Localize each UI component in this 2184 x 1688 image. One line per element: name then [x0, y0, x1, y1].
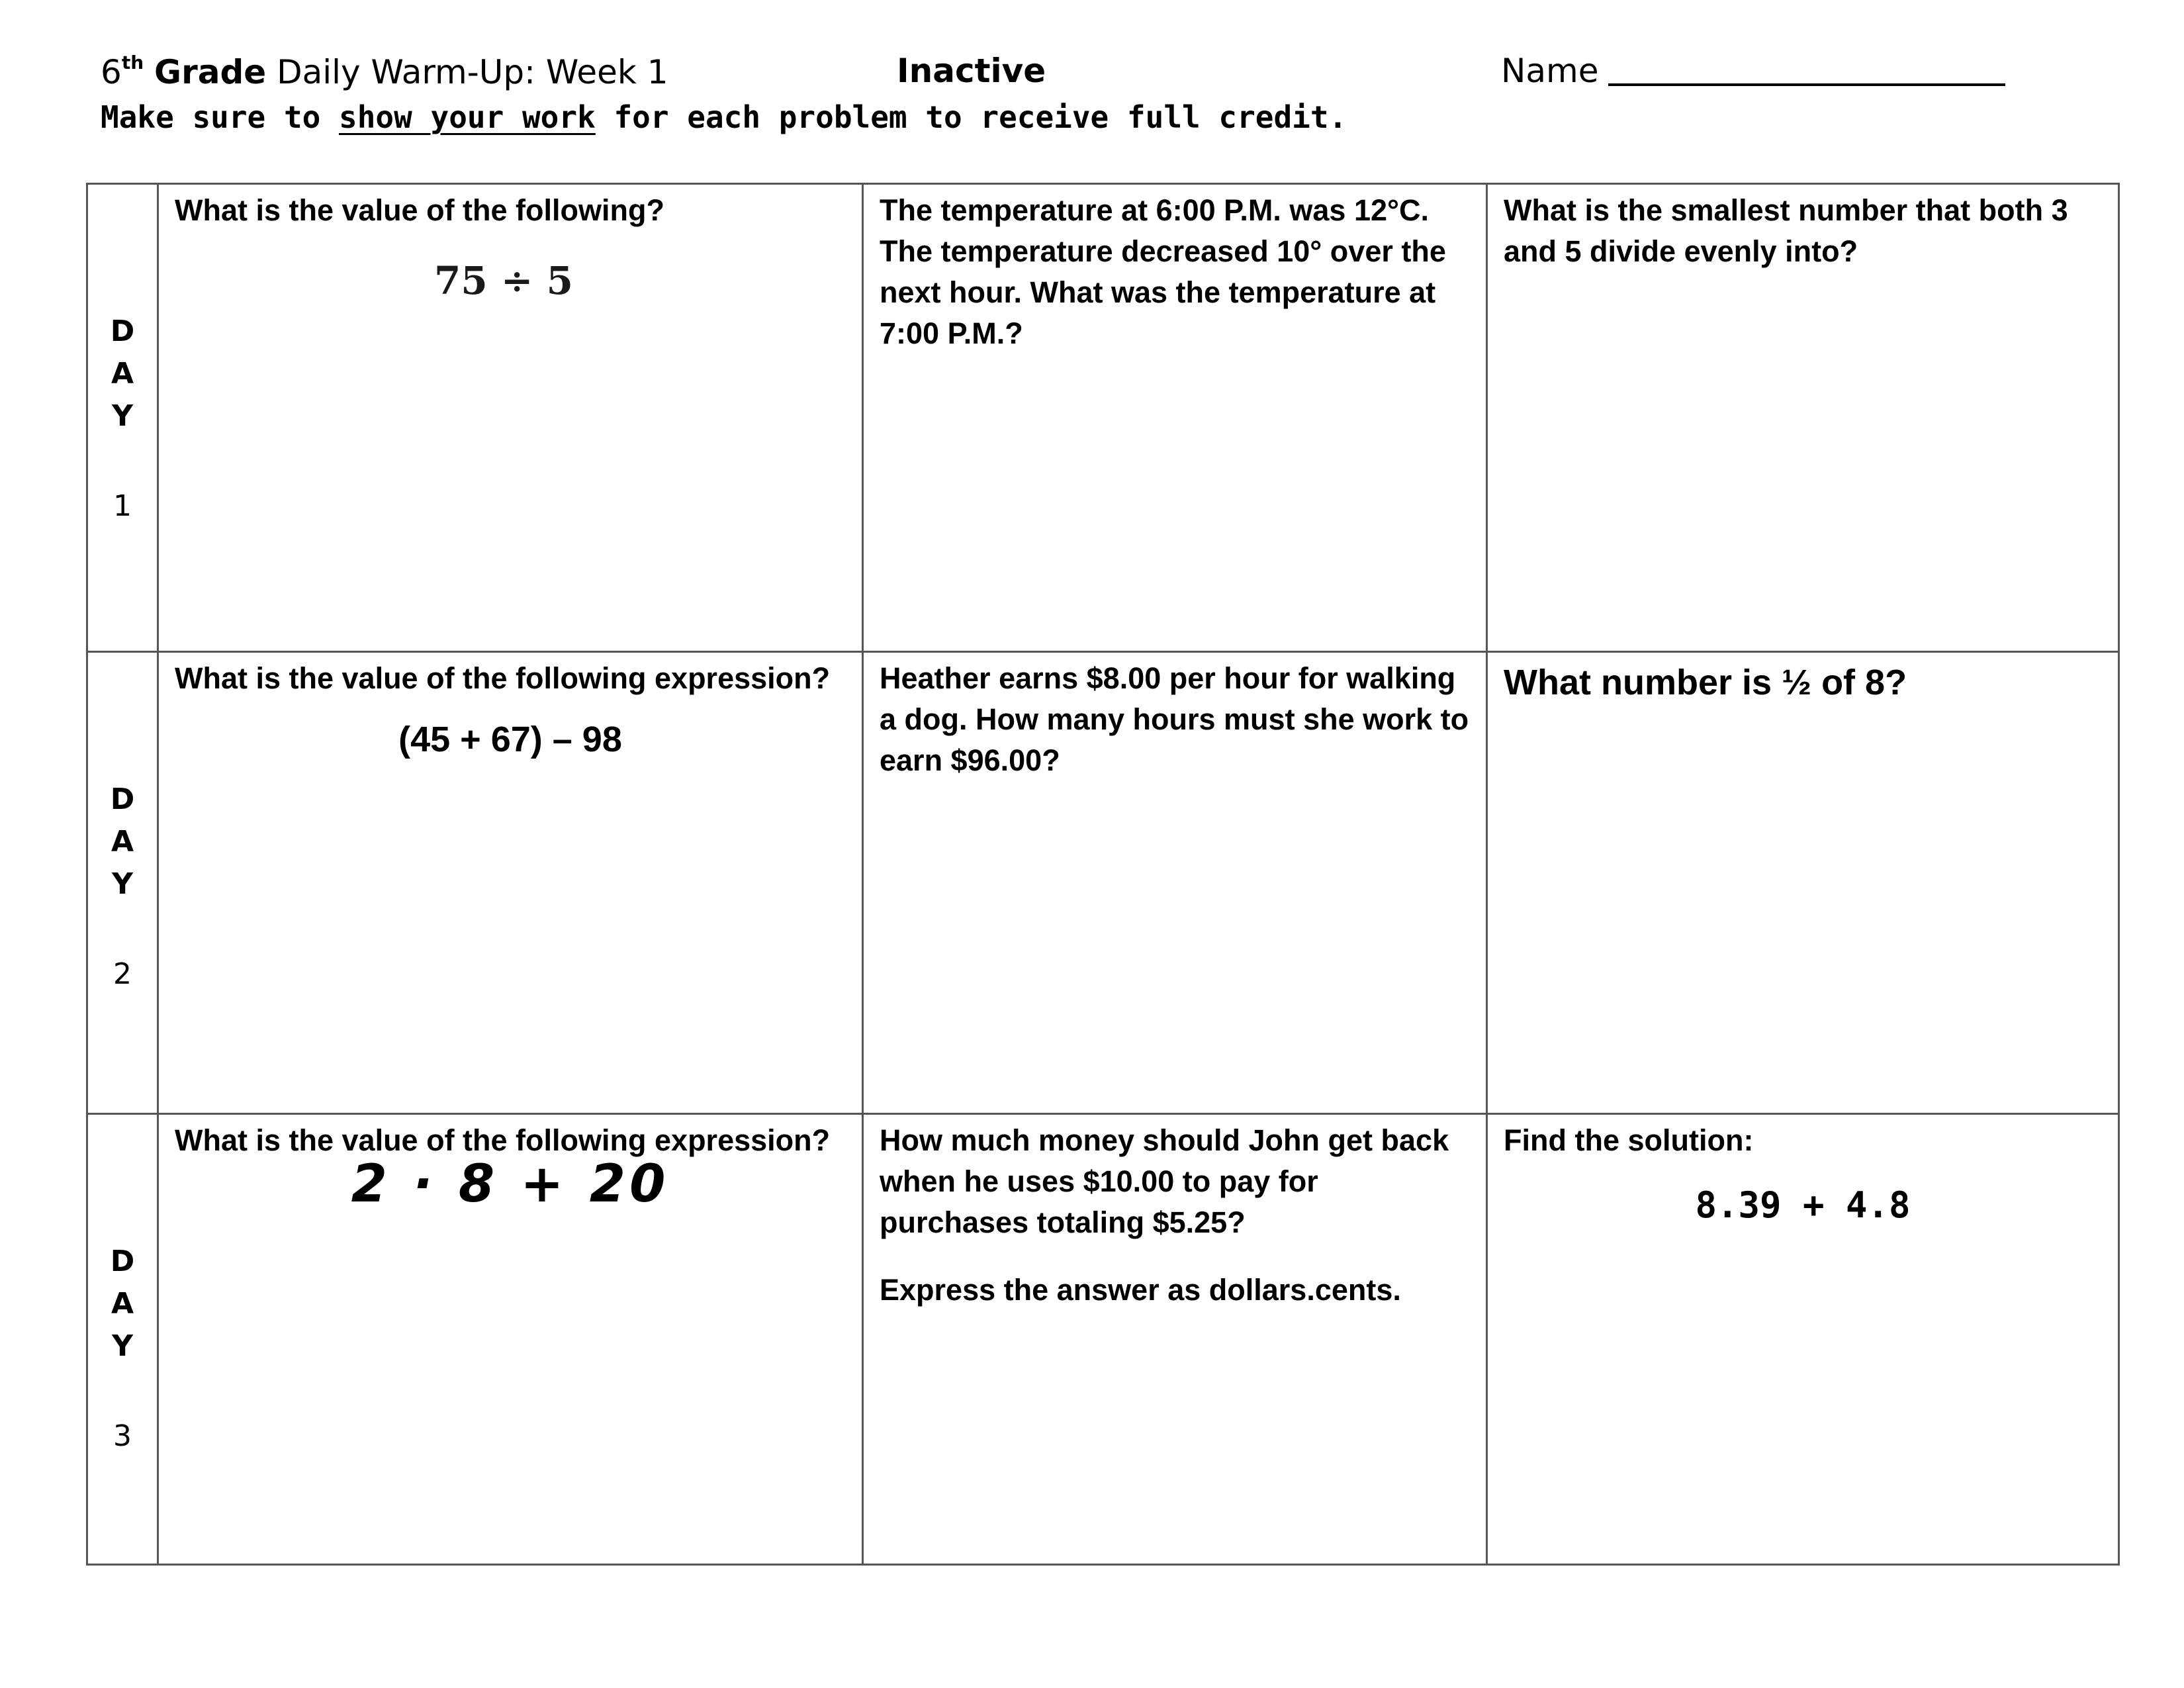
expression: (45 + 67) – 98	[398, 720, 622, 759]
question-text: What is the value of the following?	[175, 193, 664, 227]
problem-cell[interactable]	[863, 184, 1487, 652]
day-letter: A	[111, 1287, 134, 1321]
day-row	[87, 652, 2119, 1114]
question-text: What is the smallest number that both 3 and 5 divide evenly into?	[1504, 193, 2068, 268]
day-number: 3	[113, 1419, 132, 1453]
problem	[1488, 185, 2118, 272]
problem	[1488, 653, 2118, 703]
question-text: The temperature at 6:00 P.M. was 12°C. The temperature decreased 10° over the next hour. What was the temperature at 7:00 P.M.?	[880, 193, 1446, 350]
question-note: Express the answer as dollars.cents.	[880, 1273, 1401, 1307]
problem-cell[interactable]	[863, 1114, 1487, 1565]
expression: 8.39 + 4.8	[1695, 1184, 1911, 1226]
title-grade-suffix: th	[121, 52, 144, 73]
day-row	[87, 184, 2119, 652]
instruction-underlined: show your work	[339, 99, 596, 135]
day-letter: A	[111, 825, 134, 859]
problem	[864, 185, 1486, 354]
instructions	[101, 99, 1347, 135]
day-letter: Y	[112, 399, 133, 433]
problem	[159, 1115, 862, 1214]
day-label-cell	[87, 184, 158, 652]
problem-cell[interactable]	[1487, 652, 2119, 1114]
name-field	[1501, 52, 2005, 90]
problem-cell[interactable]	[158, 1114, 863, 1565]
problem-cell[interactable]	[158, 184, 863, 652]
question-text: What is the value of the following expression?	[175, 661, 831, 695]
expression: 75 ÷ 5	[433, 258, 574, 303]
problem	[864, 1115, 1486, 1311]
day-row	[87, 1114, 2119, 1565]
expression: 2 · 8 + 20	[351, 1154, 670, 1214]
day-letter: D	[110, 1244, 135, 1278]
problem	[159, 185, 862, 301]
problem	[159, 653, 862, 760]
name-blank-line[interactable]	[1608, 53, 2005, 86]
problem-cell[interactable]	[1487, 184, 2119, 652]
title-grade-word: Grade	[154, 53, 267, 91]
question-text: How much money should John get back when he uses $10.00 to pay for purchases totaling $5.25?	[880, 1123, 1449, 1239]
instruction-pre: Make sure to	[101, 99, 321, 135]
day-letter: Y	[112, 867, 133, 901]
day-letter: A	[111, 357, 134, 391]
day-letter: D	[110, 314, 135, 348]
worksheet-title	[101, 52, 668, 91]
title-week: Daily Warm-Up: Week 1	[277, 53, 668, 91]
question-text: Find the solution:	[1504, 1123, 1754, 1157]
question-text: What is the value of the following expression?	[175, 1123, 831, 1157]
name-label: Name	[1501, 52, 1599, 90]
day-label-cell	[87, 1114, 158, 1565]
problem-cell[interactable]	[158, 652, 863, 1114]
problem	[864, 653, 1486, 781]
day-letter: Y	[112, 1329, 133, 1363]
status-label: Inactive	[897, 52, 1046, 90]
question-text: What number is ½ of 8?	[1504, 663, 1907, 702]
question-text: Heather earns $8.00 per hour for walking a dog. How many hours must she work to earn $96.00?	[880, 661, 1469, 777]
day-label-cell	[87, 652, 158, 1114]
problem	[1488, 1115, 2118, 1226]
problem-cell[interactable]	[863, 652, 1487, 1114]
day-letter: D	[110, 782, 135, 816]
title-grade-number: 6	[101, 53, 122, 91]
warmup-grid	[86, 183, 2120, 1566]
day-number: 2	[113, 957, 132, 991]
day-label	[88, 1241, 157, 1458]
day-label	[88, 310, 157, 528]
problem-cell[interactable]	[1487, 1114, 2119, 1565]
day-label	[88, 778, 157, 996]
day-number: 1	[113, 489, 132, 523]
instruction-post: for each problem to receive full credit.	[614, 99, 1347, 135]
